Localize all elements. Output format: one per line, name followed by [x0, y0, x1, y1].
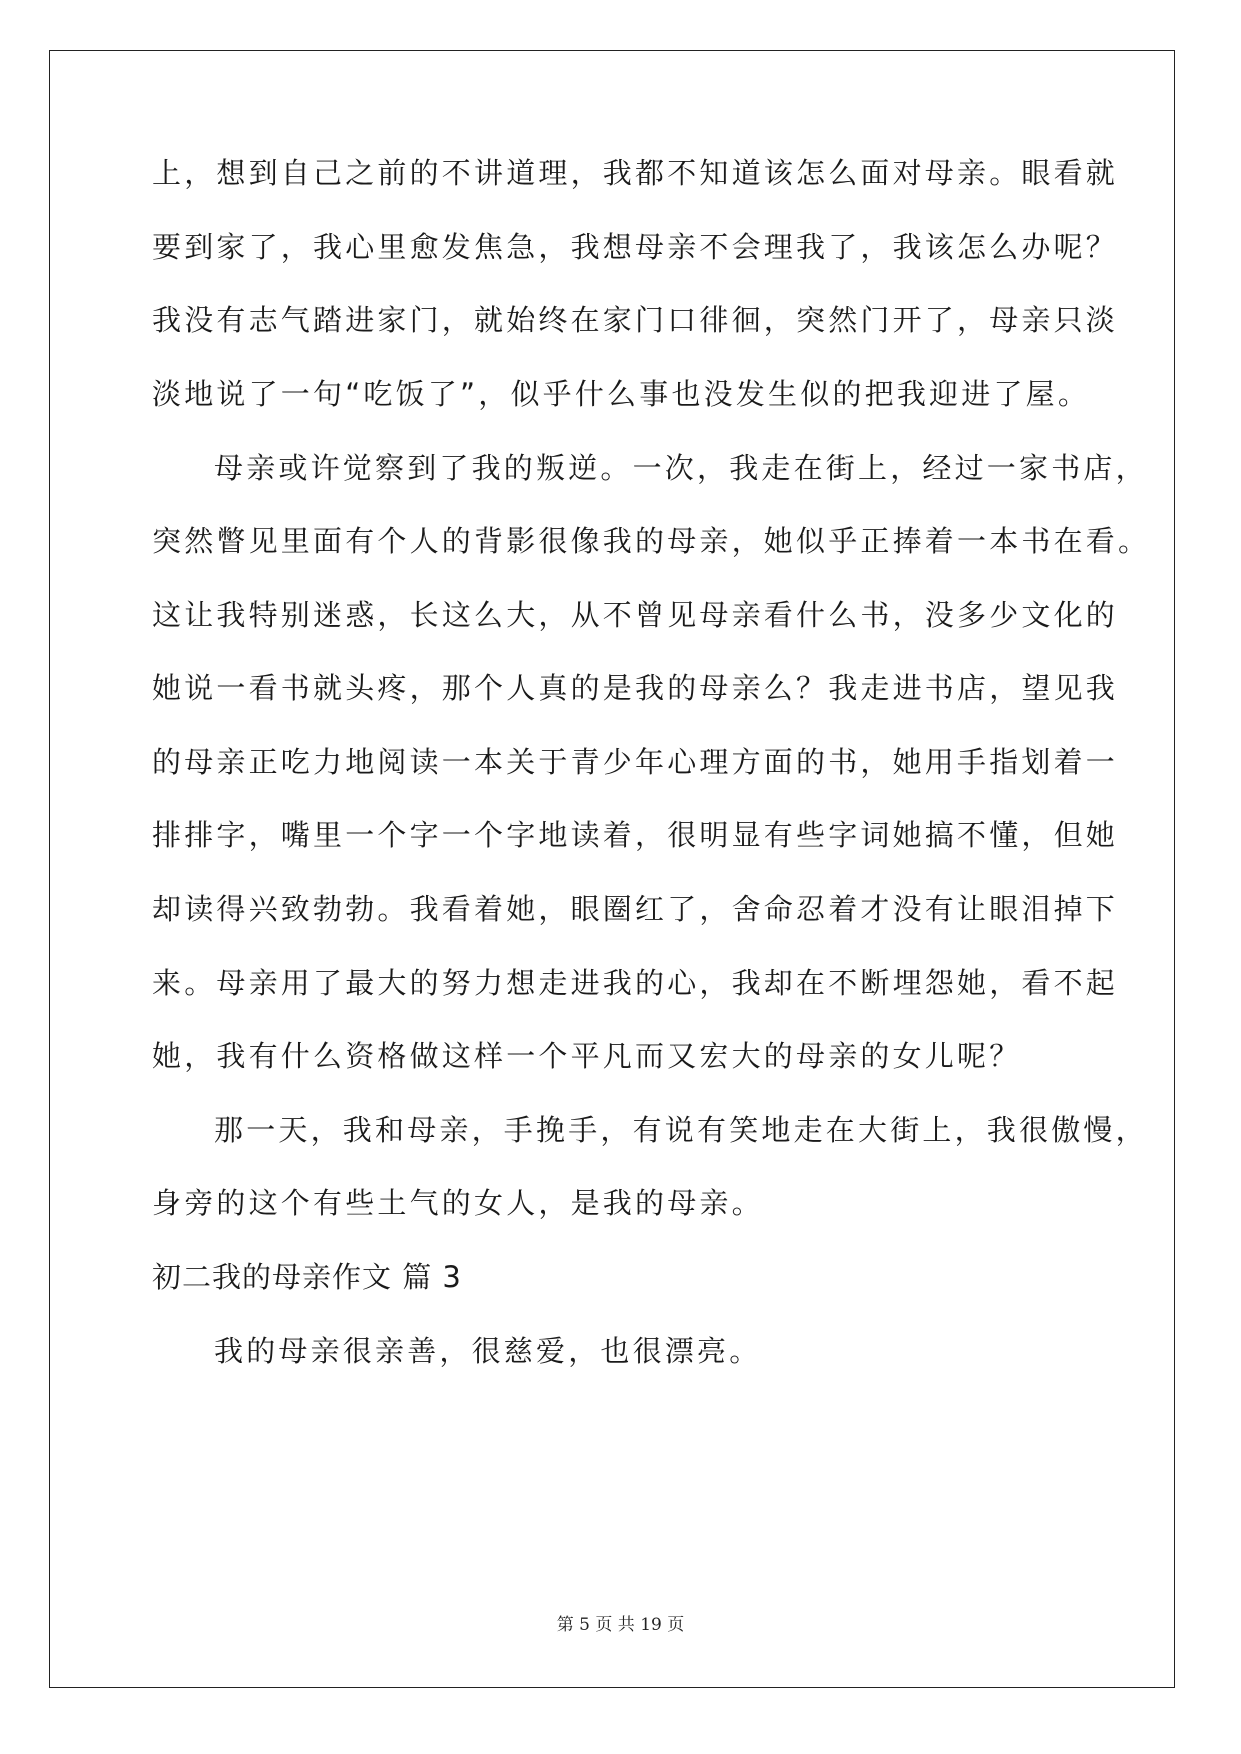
page-footer — [0, 1613, 1241, 1637]
text-line: 的母亲正吃力地阅读一本关于青少年心理方面的书，她用手指划着一 — [152, 745, 1119, 779]
text-line: 我没有志气踏进家门，就始终在家门口徘徊，突然门开了，母亲只淡 — [152, 303, 1119, 337]
text-line: 突然瞥见里面有个人的背影很像我的母亲，她似乎正捧着一本书在看。 — [152, 524, 1151, 558]
page-border — [49, 50, 1175, 1688]
text-line: 她说一看书就头疼，那个人真的是我的母亲么？我走进书店，望见我 — [152, 671, 1119, 705]
text-line: 排排字，嘴里一个字一个字地读着，很明显有些字词她搞不懂，但她 — [152, 818, 1119, 852]
section-heading: 初二我的母亲作文 篇 3 — [152, 1260, 462, 1294]
text-line: 她，我有什么资格做这样一个平凡而又宏大的母亲的女儿呢？ — [152, 1039, 1022, 1073]
text-line: 却读得兴致勃勃。我看着她，眼圈红了，舍命忍着才没有让眼泪掉下 — [152, 892, 1119, 926]
text-line: 身旁的这个有些土气的女人，是我的母亲。 — [152, 1186, 764, 1220]
text-line: 上，想到自己之前的不讲道理，我都不知道该怎么面对母亲。眼看就 — [152, 156, 1119, 190]
text-line: 要到家了，我心里愈发焦急，我想母亲不会理我了，我该怎么办呢？ — [152, 230, 1119, 264]
text-line: 来。母亲用了最大的努力想走进我的心，我却在不断埋怨她，看不起 — [152, 966, 1119, 1000]
page-number: 第 5 页 共 19 页 — [556, 1615, 685, 1635]
paragraph-first-line: 我的母亲很亲善，很慈爱，也很漂亮。 — [214, 1334, 762, 1368]
text-line: 这让我特别迷惑，长这么大，从不曾见母亲看什么书，没多少文化的 — [152, 598, 1119, 632]
paragraph-first-line: 那一天，我和母亲，手挽手，有说有笑地走在大街上，我很傲慢， — [214, 1113, 1148, 1147]
paragraph-first-line: 母亲或许觉察到了我的叛逆。一次，我走在街上，经过一家书店， — [214, 451, 1148, 485]
text-line: 淡地说了一句“吃饭了”，似乎什么事也没发生似的把我迎进了屋。 — [152, 377, 1091, 411]
